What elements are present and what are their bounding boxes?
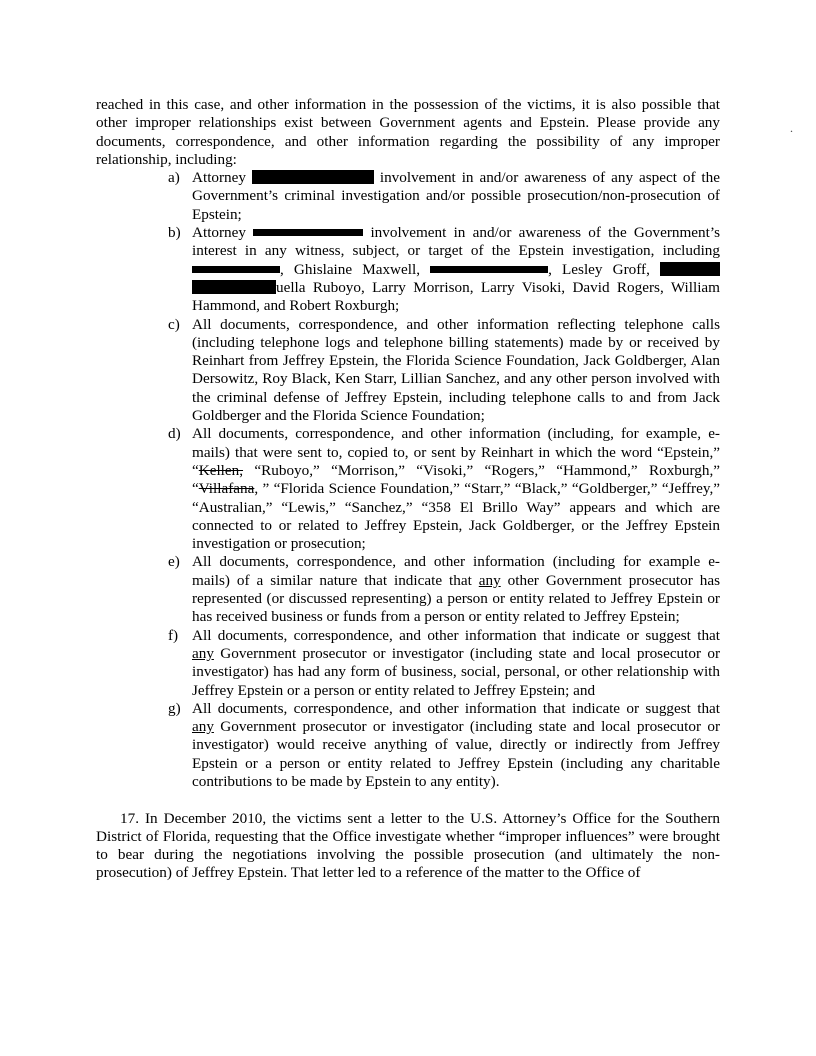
underlined-word: any — [192, 644, 214, 662]
struck-word: Villafana — [198, 480, 255, 498]
redaction-strike — [192, 262, 280, 276]
list-marker: g) — [168, 699, 181, 717]
redaction-box — [192, 280, 276, 294]
document-page — [96, 96, 720, 883]
list-item-e: e) All documents, correspondence, and other information (including for example e-mails) of a similar nature that indicate that any other Government prosecutor has represented (or discussed representing) a person or entity related to Jeffrey Epstein or has received business or funds from a person or entity related to Jeffrey Epstein; — [168, 553, 720, 626]
list-marker: c) — [168, 315, 180, 333]
list-marker: b) — [168, 224, 181, 242]
list-marker: f) — [168, 626, 179, 644]
redaction-box — [252, 170, 374, 184]
request-list — [96, 169, 720, 791]
paragraph-17: 17. In December 2010, the victims sent a letter to the U.S. Attorney’s Office for the Southern District of Florida, requesting that the Office investigate whether “improper influences” were brought to bear during the negotiations involving the possible prosecution (and ultimately the non-prosecution) of Jeffrey Epstein. That letter led to a reference of the matter to the Office of — [96, 809, 720, 882]
underlined-word: any — [478, 571, 501, 589]
redaction-box — [660, 262, 720, 276]
underlined-word: any — [192, 718, 214, 736]
list-item-a: a) Attorney involvement in and/or awareness of any aspect of the Government’s criminal investigation and/or possible prosecution/non-prosecution of Epstein; — [168, 169, 720, 223]
list-marker: e) — [168, 553, 180, 571]
list-item-b: b) Attorney involvement in and/or awareness of the Government’s interest in any witness, subject, or target of the Epstein investigation, including , Ghislaine Maxwell, , Lesley Groff, uella Ruboyo, Larry Morrison, Larry Visoki, David Rogers, William Hammond, and Robert Roxburgh; — [168, 224, 720, 315]
struck-word: Kellen, — [198, 461, 244, 479]
list-item-d: d) All documents, correspondence, and other information (including, for example, e-mails) that were sent to, copied to, or sent by Reinhart in which the word “Epstein,” “Kellen, “Ruboyo,” “Morrison,” “Visoki,” “Rogers,” “Hammond,” Roxburgh,” “Villafana, ” “Florida Science Foundation,” “Starr,” “Black,” “Goldberger,” “Jeffrey,” “Australian,” “Lewis,” “Sanchez,” “358 El Brillo Way” appears and which are connected to or related to Jeffrey Epstein, Jack Goldberger, or the Jeffrey Epstein investigation or prosecution; — [168, 425, 720, 553]
redaction-strike — [430, 262, 548, 276]
list-item-g: g) All documents, correspondence, and other information that indicate or suggest that any Government prosecutor or investigator (including state and local prosecutor or investigator) would receive anything of value, directly or indirectly from Jeffrey Epstein or a person or entity related to Jeffrey Epstein (including any charitable contributions to be made by Epstein to any entity). — [168, 699, 720, 790]
list-item-f: f) All documents, correspondence, and other information that indicate or suggest that any Government prosecutor or investigator (including state and local prosecutor or investigator) has had any form of business, social, personal, or other relationship with Jeffrey Epstein or a person or entity related to Jeffrey Epstein; and — [168, 626, 720, 699]
list-item-c: c) All documents, correspondence, and other information reflecting telephone calls (including telephone logs and telephone billing statements) made by or received by Reinhart from Jeffrey Epstein, the Florida Science Foundation, Jack Goldberger, Alan Dersowitz, Roy Black, Ken Starr, Lillian Sanchez, and any other person involved with the criminal defense of Jeffrey Epstein, including telephone calls to and from Jack Goldberger and the Florida Science Foundation; — [168, 315, 720, 425]
list-marker: d) — [168, 425, 181, 443]
intro-paragraph: reached in this case, and other information in the possession of the victims, it is also possible that other improper relationships exist between Government agents and Epstein. Please provide any documents, correspondence, and other information regarding the possibility of any improper relationship, including: — [96, 96, 720, 168]
margin-mark: . — [790, 121, 793, 135]
list-marker: a) — [168, 169, 180, 187]
redaction-strike — [253, 225, 363, 239]
